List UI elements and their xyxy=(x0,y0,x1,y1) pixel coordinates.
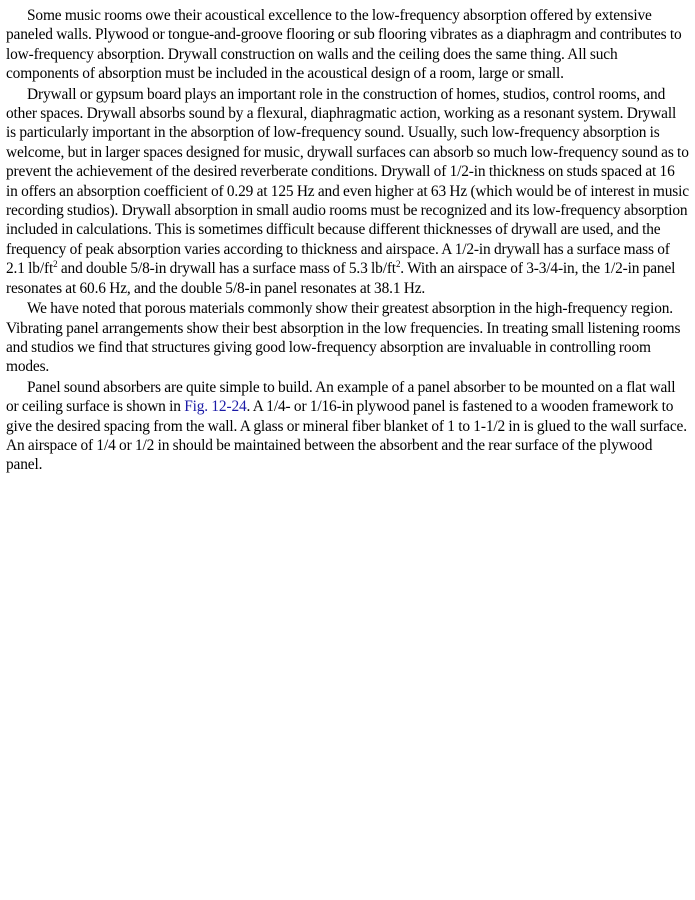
paragraph-drywall xyxy=(6,85,689,298)
figure-link[interactable]: Fig. 12-24 xyxy=(184,398,247,416)
drywall-text-1: Drywall or gypsum board plays an important role in the construction of homes, studios, control rooms, and other spaces. Drywall absorbs sound by a flexural, diaphragmatic action, working as a resonant system. Drywall is particularly important in the absorption of low-frequency sound. Usually, such low-frequency absorption is welcome, but in larger spaces designed for music, drywall surfaces can absorb so much low-frequency sound as to prevent the achievement of the desired reverberate conditions. Drywall of 1/2-in thickness on studs spaced at 16 in offers an absorption coefficient of 0.29 at 125 Hz and even higher at 63 Hz (which would be of interest in music recording studios). Drywall absorption in small audio rooms must be recognized and its low-frequency absorption included in calculations. This is sometimes difficult because different thicknesses of drywall are used, and the frequency of peak absorption varies according to thickness and airspace. A 1/2-in drywall has a surface mass of 2.1 lb/ft xyxy=(6,85,689,278)
paragraph-panel-walls: Some music rooms owe their acoustical excellence to the low-frequency absorption offered by extensive paneled walls. Plywood or tongue-and-groove flooring or sub flooring vibrates as a diaphragm and contributes to low-frequency absorption. Drywall construction on walls and the ceiling does the same thing. All such components of absorption must be included in the acoustical design of a room, large or small. xyxy=(6,7,682,83)
panel-text-after-link: . A 1/4- or 1/16-in plywood panel is fastened to a wooden framework to give the desired spacing from the wall. A glass or mineral fiber blanket of 1 to 1-1/2 in is glued to the wall surface. An airspace of 1/4 or 1/2 in should be maintained between the absorbent and the rear surface of the plywood panel. xyxy=(6,398,687,474)
superscript-squared: 2 xyxy=(53,259,58,270)
drywall-text-3: . With an airspace of 3-3/4-in, the 1/2-in panel resonates at 60.6 Hz, and the double 5/8-in panel resonates at 38.1 Hz. xyxy=(6,260,676,297)
paragraph-porous-materials: We have noted that porous materials commonly show their greatest absorption in the high-frequency region. Vibrating panel arrangements show their best absorption in the low frequencies. In treating small listening rooms and studios we find that structures giving good low-frequency absorption are invaluable in controlling room modes. xyxy=(6,300,681,376)
drywall-text-2: and double 5/8-in drywall has a surface mass of 5.3 lb/ft xyxy=(57,260,396,278)
superscript-squared: 2 xyxy=(395,259,401,270)
paragraph-panel-absorbers xyxy=(6,378,689,475)
document-body xyxy=(6,6,689,476)
panel-text-before-link: Panel sound absorbers are quite simple to build. An example of a panel absorber to be mounted on a flat wall or ceiling surface is shown in xyxy=(6,378,676,416)
